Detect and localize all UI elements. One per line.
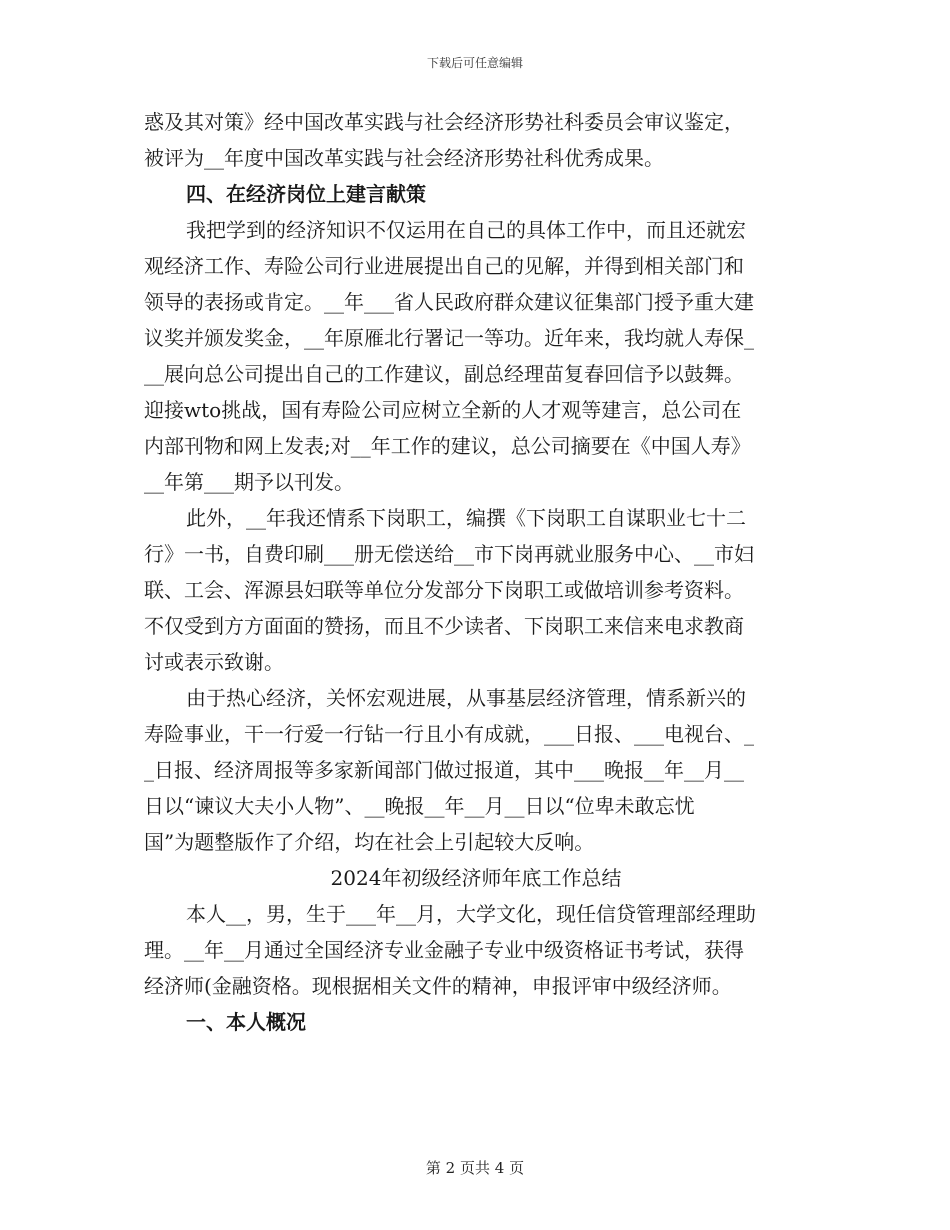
text-line: 国”为题整版作了介绍，均在社会上引起较大反响。 bbox=[144, 830, 595, 854]
text-line: 讨或表示致谢。 bbox=[144, 650, 284, 674]
text-line: 惑及其对策》经中国改革实践与社会经济形势社科委员会审议鉴定， bbox=[144, 110, 744, 134]
text-line: 我把学到的经济知识不仅运用在自己的具体工作中，而且还就宏 bbox=[186, 218, 746, 242]
text-line: 寿险事业，干一行爱一行钻一行且小有成就，___日报、___电视台、_ bbox=[144, 722, 754, 746]
text-line: 领导的表扬或肯定。__年___省人民政府群众建议征集部门授予重大建 bbox=[144, 290, 754, 314]
document-title: 2024年初级经济师年底工作总结 bbox=[330, 866, 622, 890]
text-line: __展向总公司提出自己的工作建议，副总经理苗复春回信予以鼓舞。 bbox=[144, 362, 744, 386]
text-line: 日以“谏议大夫小人物”、__晚报__年__月__日以“位卑未敢忘忧 bbox=[144, 794, 695, 818]
text-line: 被评为__年度中国改革实践与社会经济形势社科优秀成果。 bbox=[144, 146, 664, 170]
text-line: 观经济工作、寿险公司行业进展提出自己的见解，并得到相关部门和 bbox=[144, 254, 744, 278]
text-line: 不仅受到方方面面的赞扬，而且不少读者、下岗职工来信来电求教商 bbox=[144, 614, 744, 638]
text-line: 经济师(金融资格。现根据相关文件的精神，申报评审中级经济师。 bbox=[144, 974, 732, 998]
page-number: 第 2 页共 4 页 bbox=[425, 1159, 525, 1177]
text-line: __年第___期予以刊发。 bbox=[144, 470, 354, 494]
text-line: 行》一书，自费印刷___册无偿送给__市下岗再就业服务中心、__市妇 bbox=[144, 542, 754, 566]
text-line: 理。__年__月通过全国经济专业金融子专业中级资格证书考试，获得 bbox=[144, 938, 744, 962]
text-line: 迎接wto挑战，国有寿险公司应树立全新的人才观等建言，总公司在 bbox=[144, 398, 742, 422]
section-heading: 一、本人概况 bbox=[186, 1010, 306, 1034]
text-line: 议奖并颁发奖金，__年原雁北行署记一等功。近年来，我均就人寿保_ bbox=[144, 326, 754, 350]
section-heading: 四、在经济岗位上建言献策 bbox=[186, 182, 426, 206]
document-body bbox=[144, 104, 808, 1040]
text-line: _日报、经济周报等多家新闻部门做过报道，其中___晚报__年__月__ bbox=[144, 758, 744, 782]
text-line: 联、工会、浑源县妇联等单位分发部分下岗职工或做培训参考资料。 bbox=[144, 578, 744, 602]
text-line: 由于热心经济，关怀宏观进展，从事基层经济管理，情系新兴的 bbox=[186, 686, 746, 710]
text-line: 本人__，男，生于___年__月，大学文化，现任信贷管理部经理助 bbox=[186, 902, 756, 926]
page-header-note: 下载后可任意编辑 bbox=[426, 56, 523, 70]
text-line: 内部刊物和网上发表;对__年工作的建议，总公司摘要在《中国人寿》 bbox=[144, 434, 751, 458]
text-line: 此外，__年我还情系下岗职工，编撰《下岗职工自谋职业七十二 bbox=[186, 506, 746, 530]
